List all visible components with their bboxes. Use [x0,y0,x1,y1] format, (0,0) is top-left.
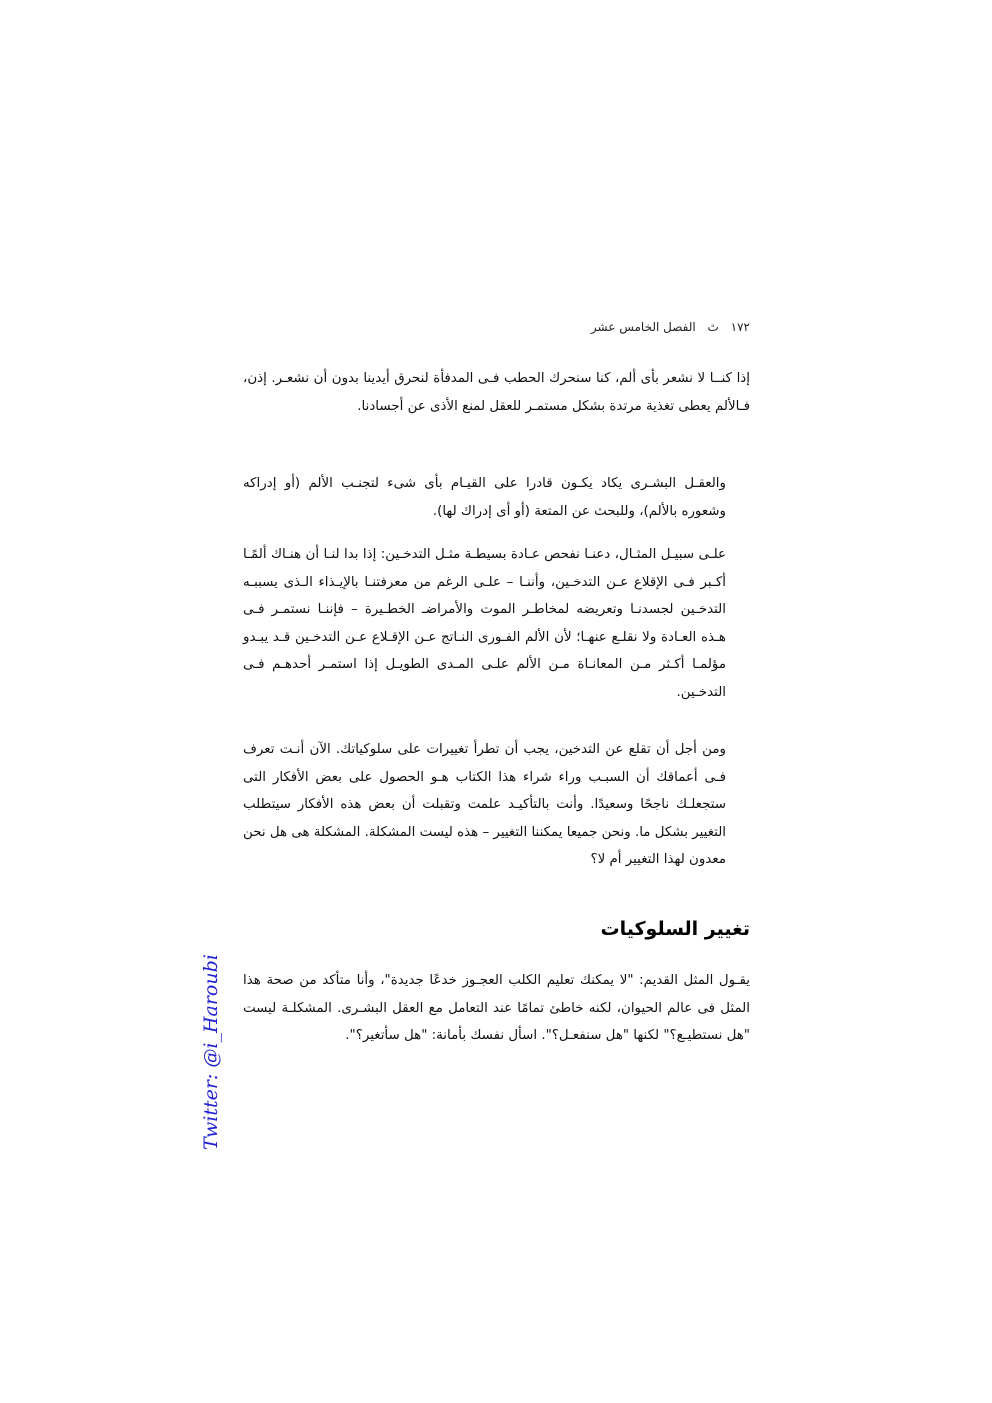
twitter-watermark: Twitter: @i_Haroubi [200,954,222,1150]
paragraph-change-behaviors: ومن أجل أن تقلع عن التدخين، يجب أن تطرأ تغييرات على سلوكياتك. الآن أنـت تعرف فـى أعماقك أن السبـب وراء شراء هذا الكتاب هـو الحصول على بعض الأفكار التى ستجعلـك ناجحًا وسعيدًا. وأنت بالتأكيـد علمت وتقبلت أن بعض هذه الأفكار سيتطلب التغيير بشكل ما. ونحن جميعا يمكننا التغيير – هذه ليست المشكلة. المشكلة هى هل نحن معدون لهذا التغيير أم لا؟ [243,742,726,867]
chapter-title: الفصل الخامس عشر [590,320,696,334]
header-ornament-icon: ﭢ [707,320,719,334]
section-heading: تغيير السلوكيات [600,918,750,940]
paragraph-mind-avoids-pain: والعقـل البشـرى يكاد يكـون قادرا على القيـام بأى شىء لتجنـب الألم (أو إدراكه وشعوره بالألم)، وللبحث عن المتعة (أو أى إدراك لها). [243,476,726,519]
paragraph-pain-feedback: إذا كنــا لا نشعر بأى ألم، كنا سنحرك الحطب فـى المدفأة لنحرق أيدينا بدون أن نشعـر. إذن، فـالألم يعطى تغذية مرتدة بشكل مستمـر للعقل لمنع الأذى عن أجسادنا. [243,371,750,414]
paragraph-smoking-example: علـى سبيـل المثـال، دعنـا نفحص عـادة بسيطـة مثـل التدخـين: إذا بدا لنـا أن هنـاك ألمًـا أكـبر فـى الإقلاع عـن التدخـين، وأننـا – علـى الرغم من معرفتنـا بالإيـذاء الـذى يسببـه التدخـين لجسدنـا وتعريضه لمخاطـر الموت والأمراضـ الخطـيرة – فإننـا نستمـر فـى هـذه العـادة ولا نقلـع عنهـا؛ لأن الألم الفـورى النـاتج عـن الإقـلاع عـن التدخـين قـد يبـدو مؤلمـا أكـثر مـن المعانـاة مـن الألم علـى المـدى الطويـل إذا استمـر أحدهـم فـى التدخـين. [243,547,726,700]
paragraph-old-saying: يقـول المثل القديم: "لا يمكنك تعليم الكلب العجـوز خدعًا جديدة"، وأنا متأكد من صحة هذا المثل فى عالم الحيوان، لكنه خاطئ تمامًا عند التعامل مع العقل البشـرى. المشكلـة ليست "هل نستطيـع؟" لكنها "هل سنفعـل؟". اسأل نفسك بأمانة: "هل سأتغير؟". [243,973,750,1043]
running-header [540,320,750,334]
page-number: ١٧٢ [730,320,750,334]
